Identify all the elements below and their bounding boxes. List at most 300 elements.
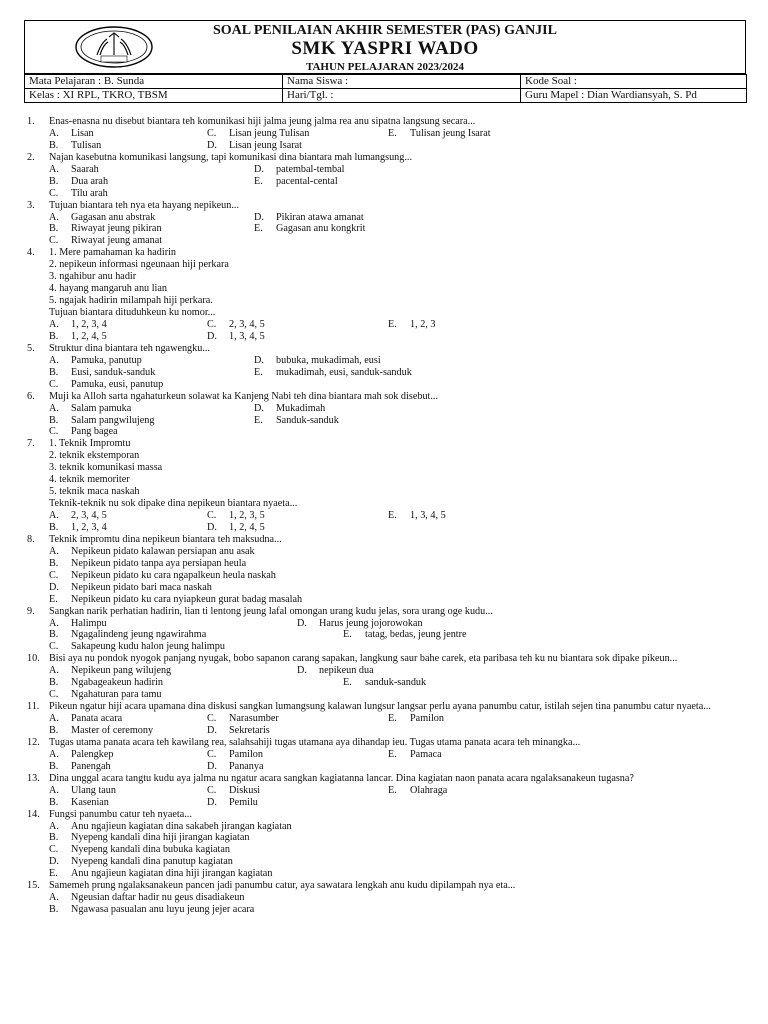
option-letter: E. [388,510,397,522]
answer-row [27,594,747,606]
option-letter: B. [49,330,59,342]
exam-title: SOAL PENILAIAN AKHIR SEMESTER (PAS) GANJIL [213,23,557,38]
option-letter: B. [49,223,59,235]
option-text: Gagasan anu kongkrit [276,223,366,235]
option-letter: D. [207,796,217,808]
answer-row [27,426,747,438]
answer-option[interactable] [49,355,142,367]
answer-row [27,331,747,343]
option-letter: C. [207,510,217,522]
question-statement: 3. teknik komunikasi massa [49,462,163,474]
question-number: 7. [27,438,35,450]
option-text: Tulisan [71,139,102,151]
answer-option[interactable] [388,128,491,140]
answer-option[interactable] [297,618,423,630]
answer-option[interactable] [49,856,233,868]
option-text: 1, 2, 4, 5 [71,330,107,342]
question-text: Tugas utama panata acara teh kawilang rea, salahsahiji tugas utamana aya dihandap ieu. Tugas utama panata acara teh minangka... [49,736,581,748]
answer-option[interactable] [49,223,162,235]
option-text: Pamuka, eusi, panutup [71,378,164,390]
answer-row [27,749,747,761]
option-letter: E. [388,748,397,760]
answer-option[interactable] [49,379,163,391]
option-text: Palengkep [71,748,114,760]
answer-row [27,641,747,653]
question-statement: Teknik-teknik nu sok dipake dina nepikeun biantara nyaeta... [49,498,298,510]
answer-option[interactable] [49,128,94,140]
answer-option[interactable] [49,367,155,379]
option-letter: D. [254,163,264,175]
option-letter: B. [49,904,59,916]
option-letter: A. [49,510,59,522]
option-letter: A. [49,820,59,832]
question-item [27,534,747,546]
question-statement: 5. teknik maca naskah [49,486,140,498]
answer-option[interactable] [49,403,131,415]
option-letter: B. [49,175,59,187]
option-letter: C. [207,784,217,796]
option-text: 2, 3, 4, 5 [229,319,265,330]
info-row [25,75,747,89]
option-text: Anu ngajieun kagiatan dina hiji jirangan kagiatan [71,868,273,880]
option-text: Salam pangwilujeng [71,414,155,426]
option-text: Tilu arah [71,187,108,199]
answer-row [27,856,747,868]
option-letter: A. [49,665,59,677]
answer-option[interactable] [254,223,365,235]
answer-option[interactable] [49,594,302,606]
question-number: 3. [27,199,35,211]
option-letter: D. [297,665,307,677]
option-text: Nepikeun pidato tanpa aya persiapan heula [71,557,247,569]
answer-option[interactable] [297,665,374,677]
question-item [27,880,747,892]
question-text: Najan kasebutna komunikasi langsung, tapi komunikasi dina biantara mah lumangsung... [49,151,412,163]
option-text: 1, 3, 4, 5 [229,330,265,342]
answer-option[interactable] [49,761,111,773]
option-text: Lisan jeung Tulisan [229,127,310,139]
answer-option[interactable] [207,725,270,737]
option-text: Halimpu [71,617,107,629]
answer-option[interactable] [254,176,338,188]
answer-option[interactable] [49,904,254,916]
answer-option[interactable] [49,212,155,224]
answer-option[interactable] [49,618,107,630]
option-text: Anu ngajieun kagiatan dina sakabeh jirangan kagiatan [71,820,292,832]
option-letter: C. [49,569,59,581]
answer-row [27,713,747,725]
option-letter: B. [49,629,59,641]
option-letter: A. [49,892,59,904]
option-letter: C. [49,378,59,390]
answer-row [27,415,747,427]
option-letter: E. [343,629,352,641]
option-text: Panata acara [71,713,123,725]
answer-option[interactable] [49,546,255,558]
question-number: 13. [27,772,40,784]
answer-option[interactable] [49,725,153,737]
option-text: bubuka, mukadimah, eusi [276,354,381,366]
question-text: Teknik impromtu dina nepikeun biantara teh maksudna... [49,533,282,545]
option-letter: D. [49,856,59,868]
question-statement: 2. teknik ekstemporan [49,450,140,462]
answer-row [27,176,747,188]
option-text: mukadimah, eusi, sanduk-sanduk [276,366,412,378]
answer-option[interactable] [207,510,265,522]
answer-option[interactable] [49,164,99,176]
question-text: Bisi aya nu pondok nyogok panjang nyugak, bobo sapanon carang sapakan, langkung saur bahe carek, eta paribasa teh ku nu biantara sok dipake pikeun... [49,653,678,665]
option-text: Mukadimah [276,402,326,414]
option-text: 1, 2, 3, 4 [71,319,107,330]
answer-option[interactable] [49,331,107,343]
question-text: Dina unggal acara tangtu kudu aya jalma nu ngatur acara sangkan kagiatanna lancar. Dina kagiatan naon panata acara ngalaksanakeun tugasna? [49,772,634,784]
option-letter: E. [388,127,397,139]
option-text: Tulisan jeung Isarat [410,127,491,139]
option-text: Ulang taun [71,784,116,796]
answer-row [27,546,747,558]
answer-option[interactable] [207,522,265,534]
answer-option[interactable] [254,415,339,427]
answer-option[interactable] [49,665,171,677]
question-statement: 5. ngajak hadirin milampah hiji perkara. [49,295,213,307]
answer-option[interactable] [49,558,246,570]
question-number: 10. [27,653,40,665]
question-item [27,701,747,713]
option-letter: C. [207,713,217,725]
option-letter: D. [254,211,264,223]
question-text: Tujuan biantara teh nya eta hayang nepikeun... [49,199,240,211]
answer-option[interactable] [207,331,265,343]
option-text: Nepikeun pang wilujeng [71,665,172,677]
option-letter: C. [49,641,59,653]
academic-year: TAHUN PELAJARAN 2023/2024 [305,61,465,73]
option-text: Pananya [229,760,264,772]
option-letter: D. [207,330,217,342]
answer-row [27,725,747,737]
option-letter: E. [254,414,263,426]
question-text: Enas-enasna nu disebut biantara teh komunikasi hiji jalma jeung jalma rea anu sipatna langsung secara... [49,116,476,127]
answer-option[interactable] [49,844,230,856]
question-item [27,152,747,164]
answer-row [27,785,747,797]
answer-option[interactable] [207,128,309,140]
option-text: nepikeun dua [319,665,374,677]
option-text: Nepikeun pidato bari maca naskah [71,581,212,593]
option-text: Kasenian [71,796,109,808]
option-text: 1, 2, 4, 5 [229,521,265,533]
answer-option[interactable] [49,415,154,427]
option-text: Nyepeng kandali dina panutup kagiatan [71,856,233,868]
answer-option[interactable] [49,713,122,725]
option-letter: A. [49,713,59,725]
question-item [27,200,747,212]
answer-option[interactable] [49,821,292,833]
answer-row [27,665,747,677]
answer-option[interactable] [343,629,467,641]
question-number: 11. [27,701,40,713]
question-statement: Tujuan biantara dituduhkeun ku nomor... [49,307,216,319]
option-text: Sanduk-sanduk [276,414,339,426]
answer-row [27,140,747,152]
question-text: Sangkan narik perhatian hadirin, lian ti lentong jeung lafal omongan urang kudu jelas, sora urang oge kudu... [49,605,493,617]
question-number: 15. [27,880,40,892]
question-text: 1. Teknik Impromtu [49,438,131,450]
answer-option[interactable] [49,785,116,797]
option-letter: E. [49,593,58,605]
option-text: Riwayat jeung pikiran [71,223,162,235]
answer-option[interactable] [49,510,107,522]
answer-option[interactable] [207,319,265,331]
option-text: Panengah [71,760,111,772]
question-number: 1. [27,116,35,127]
answer-option[interactable] [207,140,302,152]
option-text: Pamaca [410,748,442,760]
answer-option[interactable] [254,403,325,415]
option-text: Nyepeng kandali dina bubuka kagiatan [71,844,230,856]
answer-row [27,868,747,880]
answer-option[interactable] [207,749,263,761]
answer-option[interactable] [254,367,412,379]
option-text: Nyepeng kandali dina hiji jirangan kagiatan [71,832,250,844]
option-text: patembal-tembal [276,163,345,175]
option-letter: B. [49,832,59,844]
option-letter: B. [49,677,59,689]
answer-row [27,188,747,200]
question-number: 14. [27,808,40,820]
option-letter: B. [49,414,59,426]
answer-option[interactable] [49,235,162,247]
question-item [27,391,747,403]
answer-row [27,689,747,701]
option-letter: A. [49,127,59,139]
answer-option[interactable] [254,212,364,224]
option-letter: A. [49,163,59,175]
option-text: Ngahaturan para tamu [71,689,162,701]
answer-row [27,558,747,570]
option-text: Nepikeun pidato ku cara ngapalkeun heula naskah [71,569,276,581]
answer-row [27,904,747,916]
question-item [27,773,747,785]
question-number: 9. [27,605,35,617]
option-text: tatag, bedas, jeung jentre [365,629,467,641]
option-text: Pemilu [229,796,258,808]
answer-row [27,223,747,235]
option-letter: C. [49,844,59,856]
option-letter: E. [388,784,397,796]
question-number: 5. [27,342,35,354]
option-text: Narasumber [229,713,279,725]
option-text: Dua arah [71,175,109,187]
option-text: Ngabageakeun hadirin [71,677,163,689]
answer-option[interactable] [49,832,250,844]
option-text: Diskusi [229,784,261,796]
answer-option[interactable] [49,140,101,152]
option-letter: C. [49,235,59,247]
answer-option[interactable] [49,892,244,904]
option-text: Harus jeung jojorowokan [319,617,423,629]
answer-option[interactable] [49,319,107,331]
option-letter: B. [49,760,59,772]
info-row [25,89,747,103]
option-text: Olahraga [410,784,448,796]
question-text: Muji ka Alloh sarta ngahaturkeun solawat ka Kanjeng Nabi teh dina biantara mah sok disebut... [49,390,439,402]
option-letter: B. [49,557,59,569]
date-cell[interactable]: Hari/Tgl. : [283,89,521,103]
option-letter: B. [49,521,59,533]
option-letter: E. [254,366,263,378]
option-text: Salam pamuka [71,402,132,414]
answer-row [27,761,747,773]
answer-option[interactable] [388,785,447,797]
answer-option[interactable] [49,426,118,438]
option-text: 1, 2, 3, 5 [229,510,265,522]
option-letter: D. [207,724,217,736]
option-text: Master of ceremony [71,724,154,736]
option-text: 1, 3, 4, 5 [410,510,446,522]
answer-option[interactable] [388,713,444,725]
answer-option[interactable] [207,713,279,725]
option-text: 1, 2, 3 [410,319,436,330]
option-text: sanduk-sanduk [365,677,427,689]
question-list [27,116,747,916]
question-number: 4. [27,247,35,259]
option-text: Ngeusian daftar hadir nu geus disadiakeun [71,892,245,904]
teacher-cell: Guru Mapel : Dian Wardiansyah, S. Pd [521,89,747,103]
answer-option[interactable] [207,761,264,773]
answer-row [27,570,747,582]
answer-option[interactable] [49,176,108,188]
question-text: Struktur dina biantara teh ngawengku... [49,342,210,354]
option-text: Pang bagea [71,426,118,438]
answer-option[interactable] [49,677,163,689]
answer-option[interactable] [207,785,260,797]
answer-option[interactable] [49,522,107,534]
option-letter: E. [254,175,263,187]
question-text: 1. Mere pamahaman ka hadirin [49,247,177,259]
answer-option[interactable] [49,570,276,582]
question-text: Fungsi panumbu catur teh nyaeta... [49,808,192,820]
option-letter: B. [49,139,59,151]
question-item [27,737,747,749]
question-number: 8. [27,533,35,545]
option-text: 1, 2, 3, 4 [71,521,107,533]
question-code-cell[interactable]: Kode Soal : [521,75,747,89]
option-letter: A. [49,354,59,366]
answer-row [27,212,747,224]
subject-cell: Mata Pelajaran : B. Sunda [25,75,283,89]
option-text: Lisan [71,127,94,139]
answer-row [27,618,747,630]
answer-option[interactable] [49,582,212,594]
option-letter: E. [49,868,58,880]
option-text: Riwayat jeung amanat [71,235,163,247]
option-letter: E. [343,677,352,689]
answer-option[interactable] [388,749,442,761]
question-statement: 4. teknik memoriter [49,474,130,486]
answer-option[interactable] [49,641,225,653]
question-item [27,247,747,259]
option-text: pacental-cental [276,175,338,187]
answer-option[interactable] [254,355,381,367]
answer-option[interactable] [343,677,426,689]
option-letter: E. [388,319,397,330]
option-text: Eusi, sanduk-sanduk [71,366,156,378]
option-text: Saarah [71,163,99,175]
option-text: Pamilon [229,748,263,760]
option-letter: D. [207,139,217,151]
option-letter: B. [49,366,59,378]
option-letter: A. [49,402,59,414]
answer-row [27,355,747,367]
question-statement: 2. nepikeun informasi ngeunaan hiji perkara [49,259,229,271]
question-statement: 3. ngahibur anu hadir [49,271,137,283]
answer-option[interactable] [388,510,446,522]
question-statement: 4. hayang mangaruh anu lian [49,283,167,295]
answer-row [27,510,747,522]
answer-option[interactable] [207,797,258,809]
answer-option[interactable] [49,689,162,701]
class-cell: Kelas : XI RPL, TKRO, TBSM [25,89,283,103]
student-info-table [24,74,747,103]
answer-option[interactable] [49,868,272,880]
option-letter: A. [49,319,59,330]
answer-row [27,582,747,594]
option-text: Lisan jeung Isarat [229,139,302,151]
answer-option[interactable] [254,164,344,176]
question-item [27,606,747,618]
option-text: Pikiran atawa amanat [276,211,364,223]
question-item [27,653,747,665]
question-text: Samemeh prung ngalaksanakeun pancen jadi panumbu catur, aya sawatara lengkah anu kudu dipilampah nya eta... [49,880,516,892]
option-text: Pamuka, panutup [71,354,142,366]
answer-row [27,522,747,534]
answer-option[interactable] [49,797,109,809]
answer-option[interactable] [49,629,206,641]
option-letter: B. [49,796,59,808]
answer-option[interactable] [49,749,113,761]
answer-row [27,892,747,904]
option-letter: C. [207,127,217,139]
option-letter: D. [297,617,307,629]
student-name-cell[interactable]: Nama Siswa : [283,75,521,89]
answer-row [27,403,747,415]
answer-option[interactable] [49,188,108,200]
option-text: Gagasan anu abstrak [71,211,156,223]
question-number: 12. [27,736,40,748]
option-letter: B. [49,724,59,736]
option-text: Ngagalindeng jeung ngawirahma [71,629,207,641]
option-text: 2, 3, 4, 5 [71,510,107,522]
answer-row [27,319,747,331]
option-letter: D. [207,521,217,533]
answer-option[interactable] [388,319,435,331]
option-letter: E. [388,713,397,725]
option-letter: E. [254,223,263,235]
option-letter: D. [254,402,264,414]
option-text: Sekretaris [229,724,270,736]
question-item [27,116,747,128]
option-letter: C. [49,187,59,199]
option-letter: D. [207,760,217,772]
question-item [27,438,747,450]
option-text: Sakapeung kudu halon jeung halimpu [71,641,225,653]
answer-row [27,797,747,809]
school-name: SMK YASPRI WADO [291,38,479,59]
option-letter: C. [207,748,217,760]
option-letter: C. [49,426,59,438]
option-letter: D. [49,581,59,593]
answer-row [27,821,747,833]
